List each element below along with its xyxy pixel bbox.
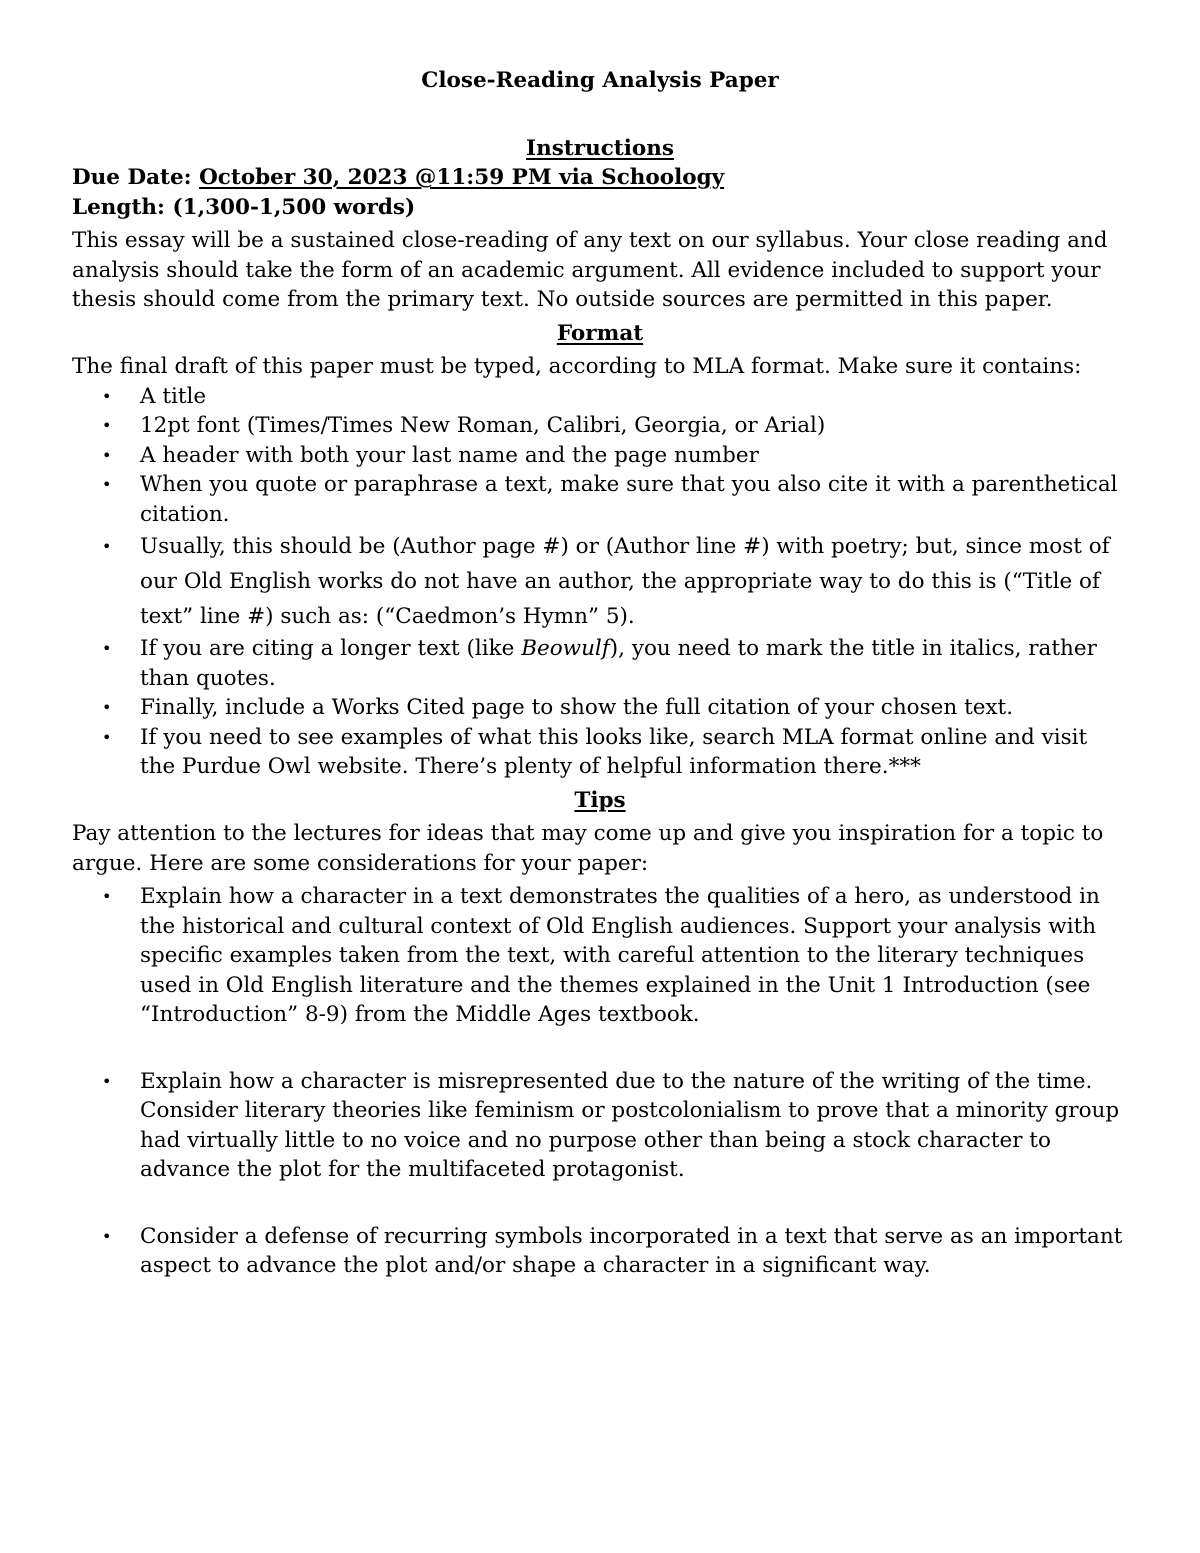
list-item-text-after-italic: ), you need to mark the title in italics, rather than quotes. [140, 636, 1097, 691]
tips-heading: Tips [574, 787, 626, 813]
list-item [72, 634, 1128, 693]
bullet-icon: • [102, 537, 112, 556]
bullet-icon: • [102, 475, 112, 494]
bullet-icon: • [102, 887, 112, 906]
length-line: Length: (1,300-1,500 words) [72, 194, 416, 220]
bullet-icon: • [102, 386, 112, 406]
list-item [72, 882, 1128, 1030]
format-intro-paragraph: The final draft of this paper must be typed, according to MLA format. Make sure it contains: [72, 354, 1082, 379]
list-item-text: When you quote or paraphrase a text, make sure that you also cite it with a parenthetical citation. [140, 472, 1118, 527]
tips-intro-paragraph: Pay attention to the lectures for ideas that may come up and give you inspiration for a topic to argue. Here are some considerations for your paper: [72, 821, 1104, 876]
list-item [72, 441, 1128, 471]
list-item [72, 382, 1128, 412]
instructions-heading: Instructions [526, 135, 674, 161]
list-item-text: Explain how a character in a text demonstrates the qualities of a hero, as understood in the historical and cultural context of Old English audiences. Support your analysis with specific examples taken from the text, with careful attention to the literary techniques used in Old English literature and the themes explained in the Unit 1 Introduction (see “Introduction” 8-9) from the Middle Ages textbook. [140, 884, 1100, 1027]
list-item-italic-title: Beowulf [521, 636, 610, 661]
list-item [72, 529, 1128, 634]
due-date-value: October 30, 2023 @11:59 PM via Schoology [199, 165, 725, 190]
tips-list [72, 882, 1128, 1281]
bullet-icon: • [102, 639, 112, 658]
list-item [72, 1067, 1128, 1185]
list-item-text: A title [140, 383, 207, 409]
bullet-icon: • [102, 416, 112, 435]
format-heading: Format [556, 320, 644, 346]
list-item-text: Usually, this should be (Author page #) or (Author line #) with poetry; but, since most of our Old English works do not have an author, the appropriate way to do this is (“Title of text” line #) such as: (“Caedmon’s Hymn” 5). [140, 534, 1110, 629]
list-item-text: Consider a defense of recurring symbols incorporated in a text that serve as an important aspect to advance the plot and/or shape a character in a significant way. [140, 1223, 1123, 1278]
list-item [72, 723, 1128, 782]
list-item [72, 470, 1128, 529]
list-item-text: Finally, include a Works Cited page to show the full citation of your chosen text. [140, 695, 1014, 720]
document-page [72, 66, 1128, 1281]
list-item-text: Explain how a character is misrepresented due to the nature of the writing of the time. Consider literary theories like feminism or postcolonialism to prove that a minority group had virtually little to no voice and no purpose other than being a stock character to advance the plot for the multifaceted protagonist. [140, 1068, 1120, 1182]
list-item-text: A header with both your last name and the page number [140, 442, 759, 468]
format-list [72, 382, 1128, 782]
list-item-text-before-italic: If you are citing a longer text (like [140, 636, 522, 661]
list-item [72, 1222, 1128, 1281]
list-item-text: If you need to see examples of what this looks like, search MLA format online and visit the Purdue Owl website. There’s plenty of helpful information there.*** [140, 724, 1088, 779]
page-title: Close-Reading Analysis Paper [421, 68, 779, 93]
bullet-icon: • [102, 727, 112, 747]
list-item [72, 411, 1128, 441]
list-item [72, 693, 1128, 723]
due-date-label: Due Date: [72, 165, 200, 190]
list-item-text: 12pt font (Times/Times New Roman, Calibri, Georgia, or Arial) [140, 413, 826, 438]
bullet-icon: • [102, 1226, 112, 1246]
due-date-line [72, 163, 1128, 193]
bullet-icon: • [102, 445, 112, 465]
bullet-icon: • [102, 698, 112, 717]
intro-paragraph: This essay will be a sustained close-reading of any text on our syllabus. Your close reading and analysis should take the form of an academic argument. All evidence included to support your thesis should come from the primary text. No outside sources are permitted in this paper. [72, 228, 1108, 312]
bullet-icon: • [102, 1071, 112, 1091]
